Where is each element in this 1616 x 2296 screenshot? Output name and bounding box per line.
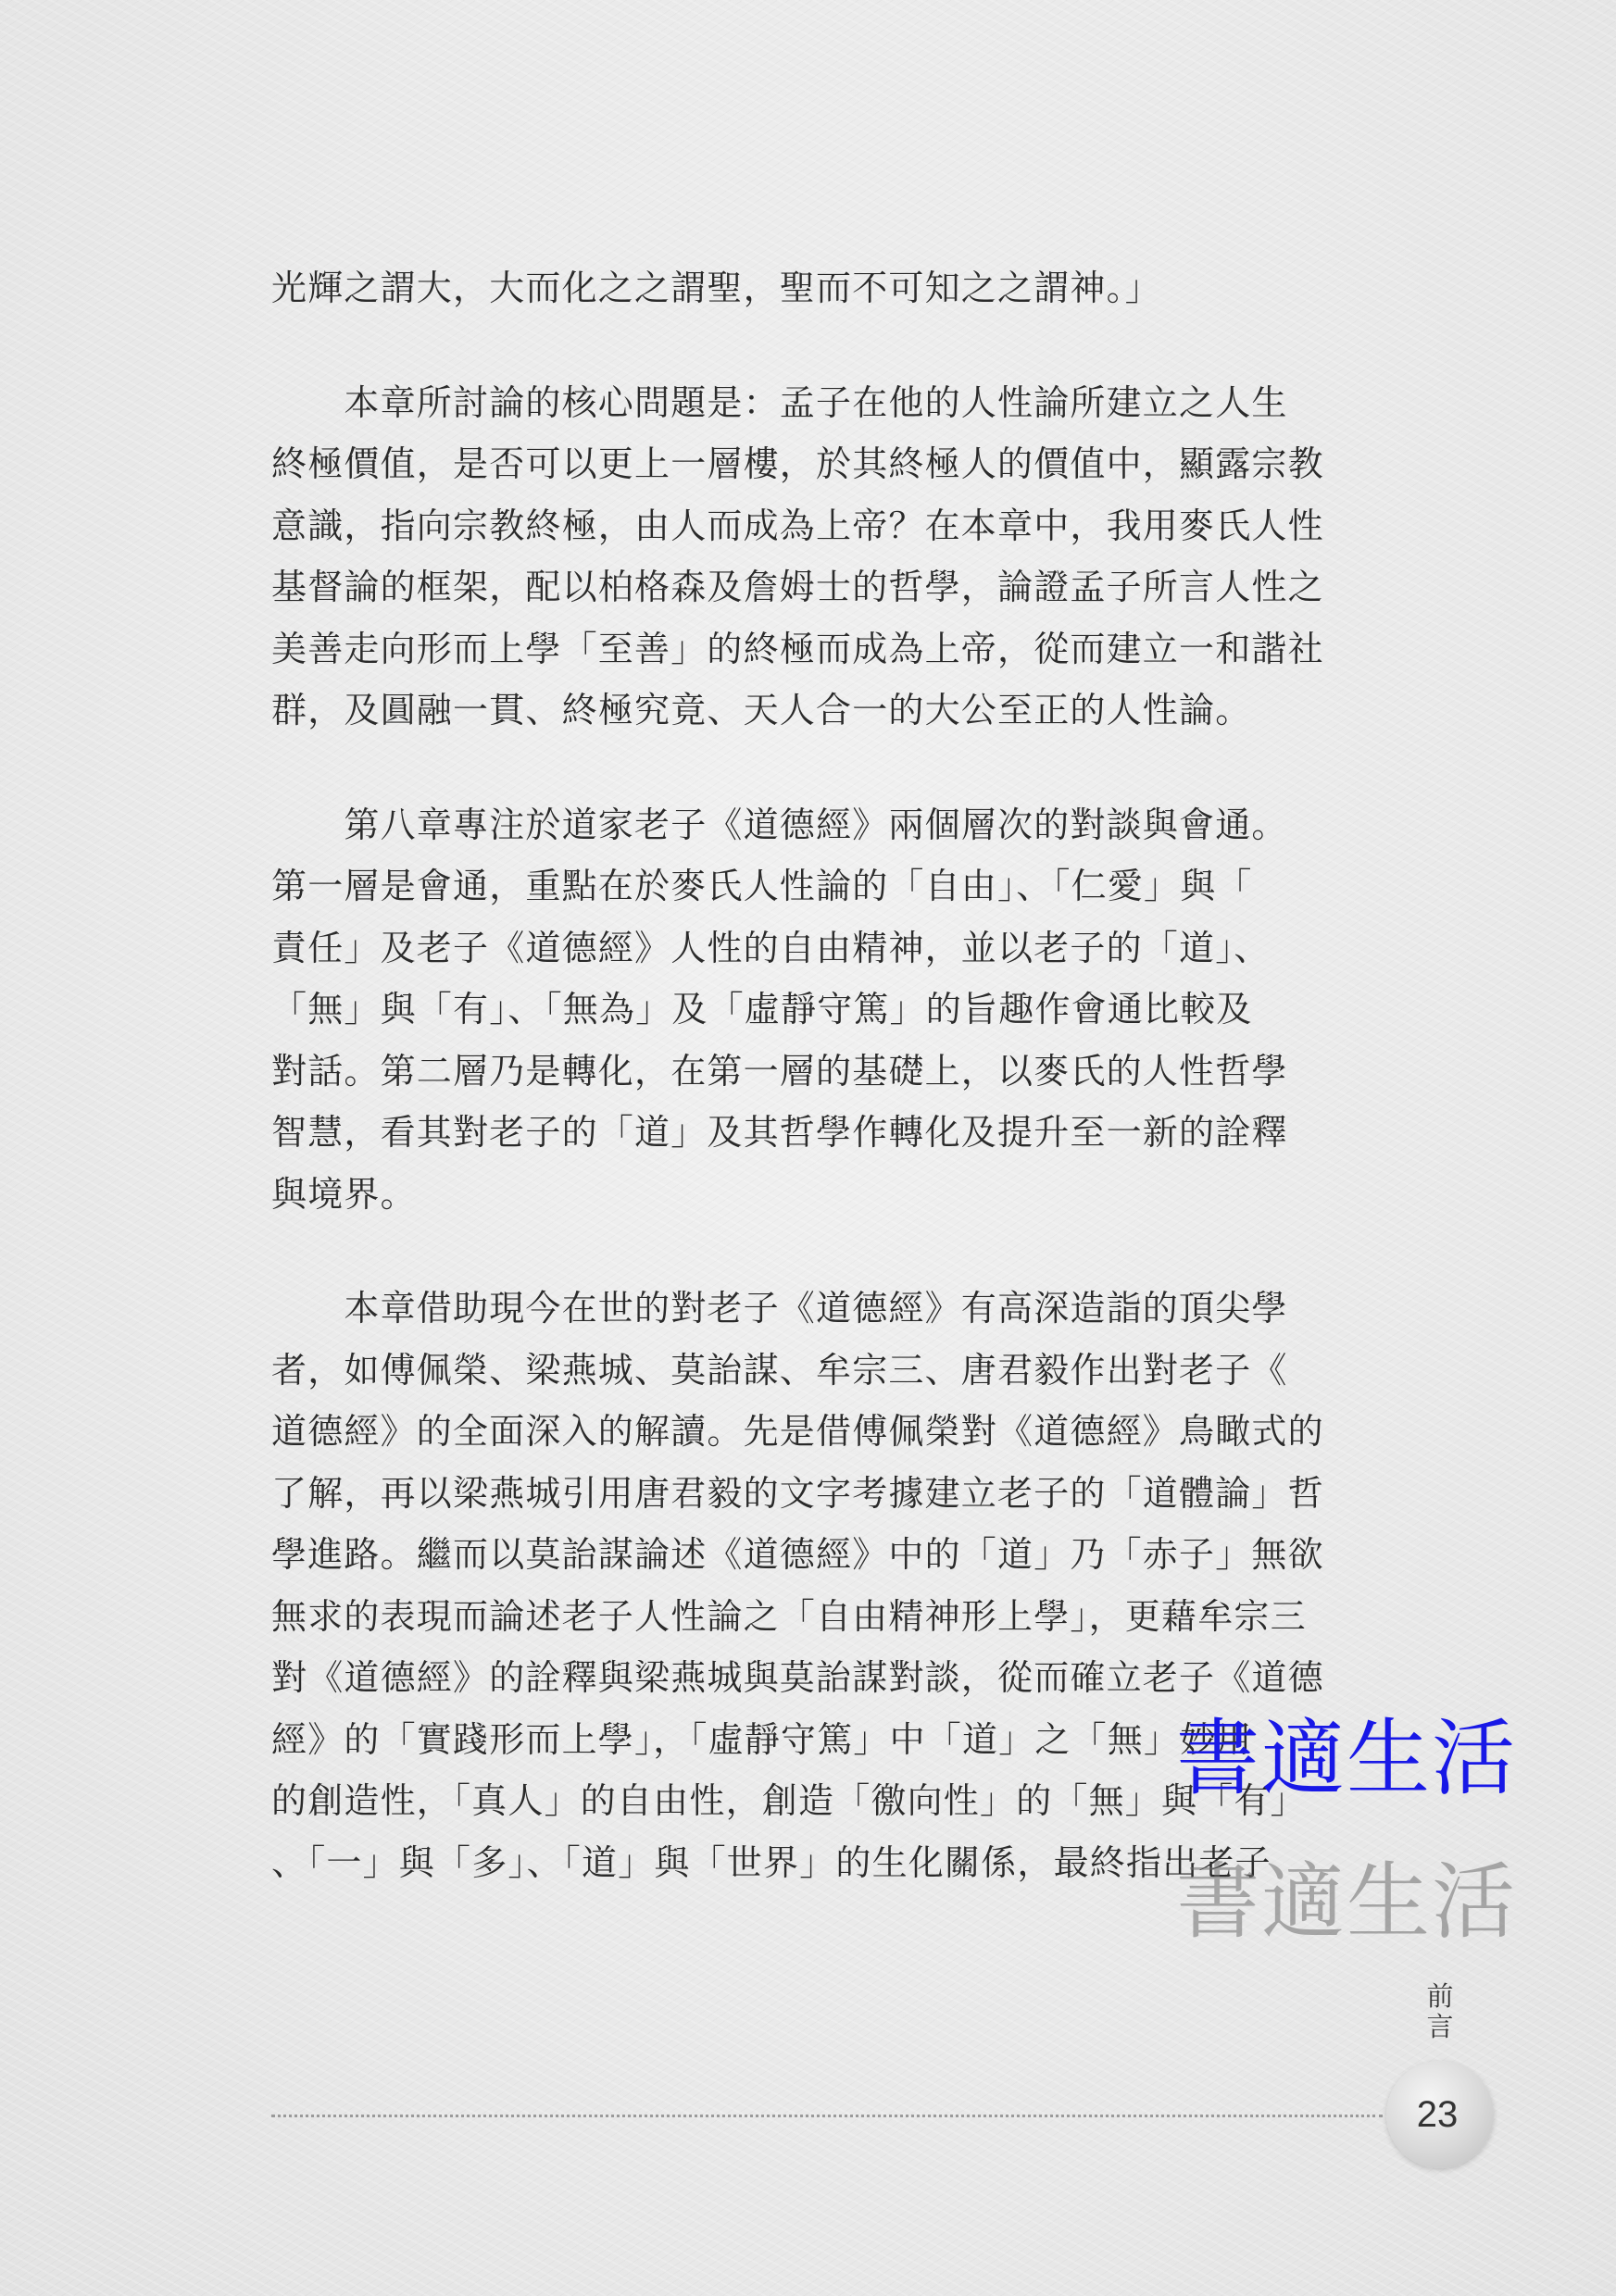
text-line: 美善走向形而上學「至善」的終極而成為上帝，從而建立一和諧社 [271, 628, 1324, 669]
paragraph-gap [271, 742, 1346, 794]
text-line: 「無」與「有」、「無為」及「虛靜守篤」的旨趣作會通比較及 [271, 989, 1253, 1029]
text-line: 與境界。 [271, 1173, 417, 1215]
body-text [271, 257, 1346, 1893]
text-line: 本章借助現今在世的對老子《道德經》有高深造詣的頂尖學 [271, 1288, 1288, 1329]
text-line: 者，如傅佩榮、梁燕城、莫詒謀、牟宗三、唐君毅作出對老子《 [271, 1349, 1288, 1391]
text-line: 學進路。繼而以莫詒謀論述《道德經》中的「道」乃「赤子」無欲 [271, 1534, 1324, 1575]
page-number: 23 [1416, 2094, 1459, 2135]
watermark-gray: 書適生活 [1176, 1853, 1517, 1951]
text-line: 智慧，看其對老子的「道」及其哲學作轉化及提升至一新的詮釋 [271, 1112, 1288, 1153]
text-line: 、「一」與「多」、「道」與「世界」的生化關係，最終指出老子 [271, 1841, 1272, 1883]
text-line: 第八章專注於道家老子《道德經》兩個層次的對談與會通。 [271, 804, 1288, 845]
text-line: 的創造性，「真人」的自由性，創造「徼向性」的「無」與「有」 [271, 1780, 1307, 1821]
text-line: 責任」及老子《道德經》人性的自由精神，並以老子的「道」、 [271, 927, 1271, 968]
text-line: 意識，指向宗教終極，由人而成為上帝？在本章中，我用麥氏人性 [271, 505, 1324, 546]
watermark-blue: 書適生活 [1176, 1710, 1517, 1807]
text-line: 第一層是會通，重點在於麥氏人性論的「自由」、「仁愛」與「 [271, 866, 1253, 906]
footer-dotted-rule [271, 2115, 1383, 2117]
text-line: 光輝之謂大，大而化之之謂聖，聖而不可知之之謂神。」 [271, 268, 1162, 308]
chapter-label: 前言 [1426, 1980, 1454, 2042]
text-line: 道德經》的全面深入的解讀。先是借傅佩榮對《道德經》鳥瞰式的 [271, 1411, 1324, 1452]
text-line: 經》的「實踐形而上學」，「虛靜守篤」中「道」之「無」妙用 [271, 1718, 1253, 1760]
text-line: 基督論的框架，配以柏格森及詹姆士的哲學，論證孟子所言人性之 [271, 567, 1324, 607]
paragraph-gap [271, 319, 1346, 372]
text-line: 本章所討論的核心問題是：孟子在他的人性論所建立之人生 [271, 381, 1288, 423]
text-line: 了解，再以梁燕城引用唐君毅的文字考據建立老子的「道體論」哲 [271, 1472, 1324, 1514]
text-line: 對《道德經》的詮釋與梁燕城與莫詒謀對談，從而確立老子《道德 [271, 1657, 1324, 1698]
paragraph-gap [271, 1225, 1346, 1278]
text-line: 終極價值，是否可以更上一層樓，於其終極人的價值中，顯露宗教 [271, 443, 1324, 484]
text-line: 群，及圓融一貫、終極究竟、天人合一的大公至正的人性論。 [271, 690, 1252, 730]
text-line: 對話。第二層乃是轉化，在第一層的基礎上，以麥氏的人性哲學 [271, 1050, 1288, 1092]
text-line: 無求的表現而論述老子人性論之「自由精神形上學」，更藉牟宗三 [271, 1595, 1307, 1637]
